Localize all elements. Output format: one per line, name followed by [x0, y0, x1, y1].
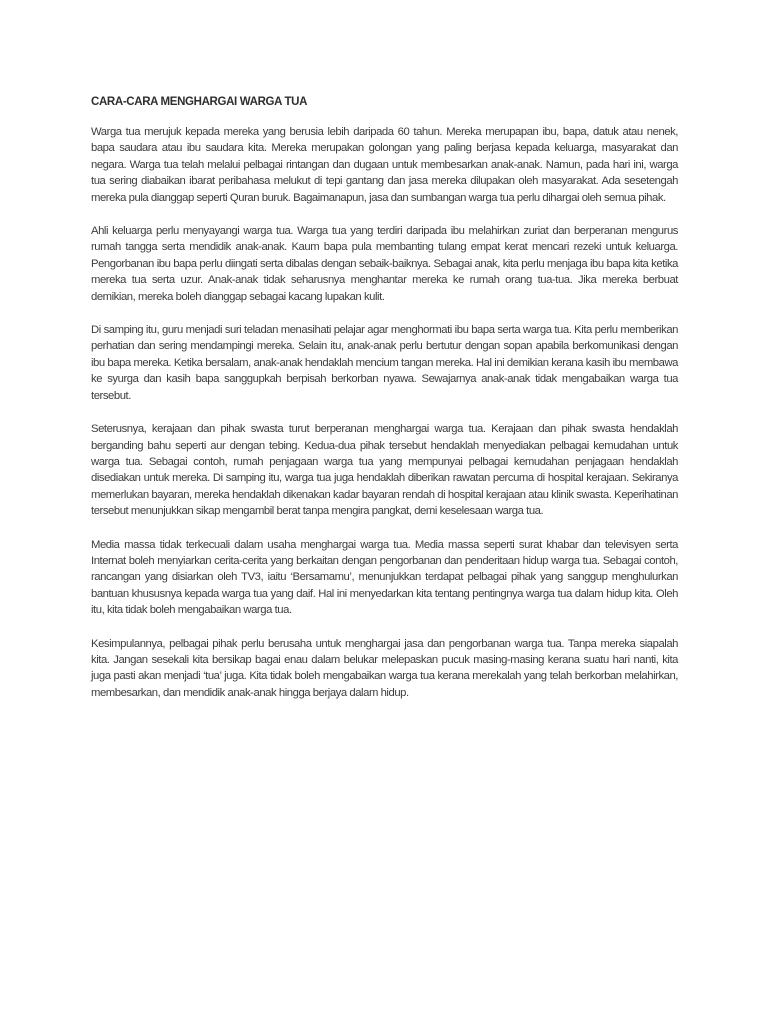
paragraph-media: Media massa tidak terkecuali dalam usaha menghargai warga tua. Media massa seperti surat khabar dan televisyen serta Internat boleh menyiarkan cerita-cerita yang berkaitan dengan pengorbanan dan penderitaan hidup warga tua. Sebagai contoh, rancangan yang disiarkan oleh TV3, iaitu ‘Bersamamu’, menunjukkan terdapat pelbagai pihak yang sanggup menghulurkan bantuan khususnya kepada warga tua yang daif. Hal ini menyedarkan kita tentang pentingnya warga tua dalam hidup kita. Oleh itu, kita tidak boleh mengabaikan warga tua. [91, 538, 678, 617]
document-body [91, 94, 678, 718]
paragraph-family: Ahli keluarga perlu menyayangi warga tua. Warga tua yang terdiri daripada ibu melahirkan zuriat dan berperanan mengurus rumah tangga serta mendidik anak-anak. Kaum bapa pula membanting tulang empat kerat mencari rezeki untuk keluarga. Pengorbanan ibu bapa perlu diingati serta dibalas dengan sebaik-baiknya. Sebagai anak, kita perlu menjaga ibu bapa kita ketika mereka tua serta uzur. Anak-anak tidak seharusnya menghantar mereka ke rumah orang tua-tua. Jika mereka berbuat demikian, mereka boleh dianggap sebagai kacang lupakan kulit. [91, 225, 678, 303]
paragraph-teachers: Di samping itu, guru menjadi suri teladan menasihati pelajar agar menghormati ibu bapa serta warga tua. Kita perlu memberikan perhatian dan sering mendampingi mereka. Selain itu, anak-anak perlu bertutur dengan sopan apabila berkomunikasi dengan ibu bapa mereka. Ketika bersalam, anak-anak hendaklah mencium tangan mereka. Hal ini demikian kerana kasih ibu membawa ke syurga dan kasih bapa sanggupkah berpisah berkorban nyawa. Sewajarnya anak-anak tidak mengabaikan warga tua tersebut. [91, 324, 678, 402]
paragraph-introduction: Warga tua merujuk kepada mereka yang berusia lebih daripada 60 tahun. Mereka merupapan ibu, bapa, datuk atau nenek, bapa saudara atau ibu saudara kita. Mereka merupakan golongan yang paling berjasa kepada keluarga, masyarakat dan negara. Warga tua telah melalui pelbagai rintangan dan dugaan untuk membesarkan anak-anak. Namun, pada hari ini, warga tua sering diabaikan ibarat peribahasa melukut di tepi gantang dan jasa mereka dilupakan oleh masyarakat. Ada sesetengah mereka pula dianggap seperti Quran buruk. Bagaimanapun, jasa dan sumbangan warga tua perlu dihargai oleh semua pihak. [91, 126, 678, 204]
paragraph-conclusion: Kesimpulannya, pelbagai pihak perlu berusaha untuk menghargai jasa dan pengorbanan warga tua. Tanpa mereka siapalah kita. Jangan sesekali kita bersikap bagai enau dalam belukar melepaskan pucuk masing-masing kerana suatu hari nanti, kita juga pasti akan menjadi ‘tua’ juga. Kita tidak boleh mengabaikan warga tua kerana merekalah yang telah berkorban melahirkan, membesarkan, dan mendidik anak-anak hingga berjaya dalam hidup. [91, 637, 678, 699]
paragraph-government: Seterusnya, kerajaan dan pihak swasta turut berperanan menghargai warga tua. Kerajaan dan pihak swasta hendaklah berganding bahu seperti aur dengan tebing. Kedua-dua pihak tersebut hendaklah menyediakan pelbagai kemudahan untuk warga tua. Sebagai contoh, rumah penjagaan warga tua yang mempunyai pelbagai kemudahan penjagaan hendaklah disediakan untuk mereka. Di samping itu, warga tua juga hendaklah diberikan rawatan percuma di hospital kerajaan. Sekiranya memerlukan bayaran, mereka hendaklah dikenakan kadar bayaran rendah di hospital kerajaan atau klinik swasta. Keperihatinan tersebut menunjukkan sikap mengambil berat tanpa mengira pangkat, demi keselesaan warga tua. [91, 423, 678, 518]
document-title: CARA-CARA MENGHARGAI WARGA TUA [91, 96, 308, 108]
